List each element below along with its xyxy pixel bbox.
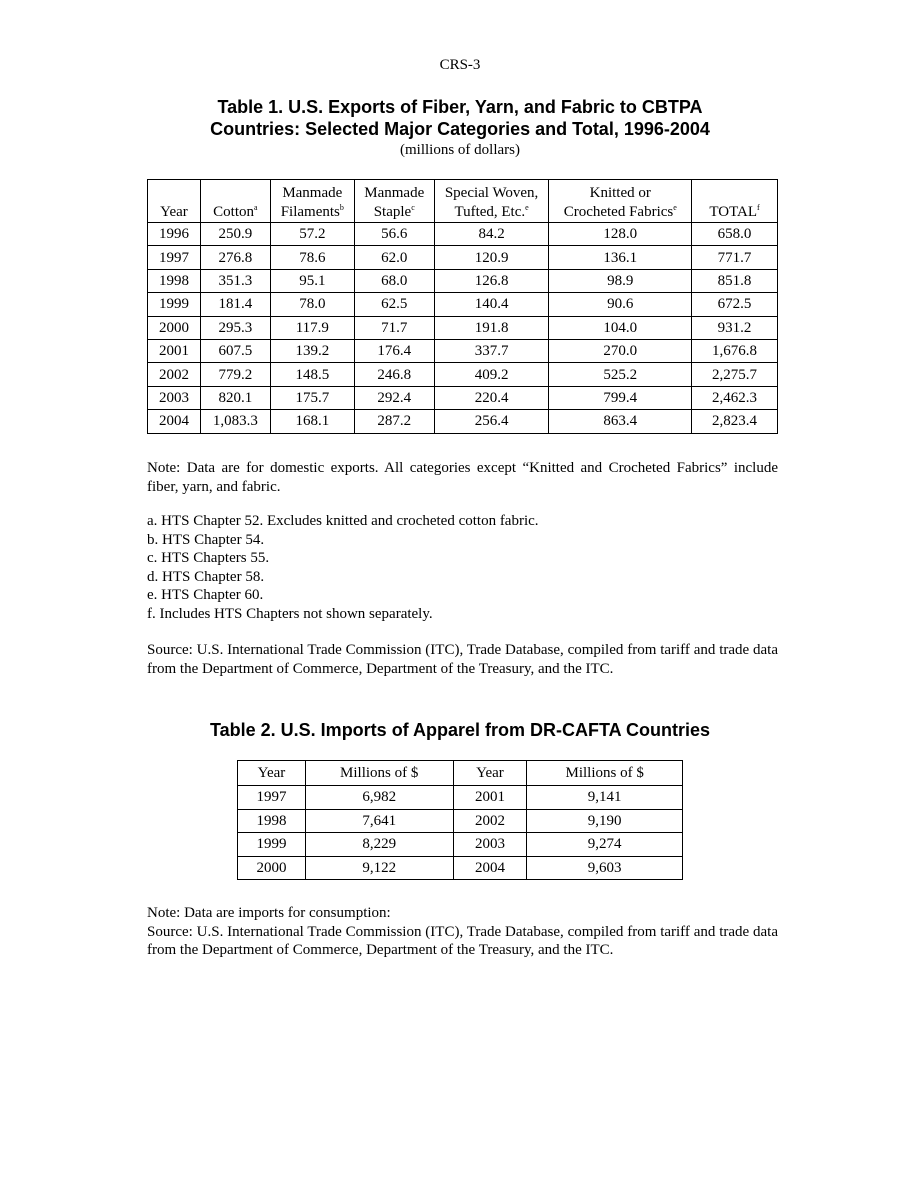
table1-row [148,386,778,409]
table-cell: 95.1 [270,269,354,292]
table-cell: 140.4 [434,293,549,316]
table2-header-millions: Millions of $ [305,761,453,786]
table2-header-year: Year [238,761,306,786]
table1-note-block [147,459,778,496]
table2 [237,760,683,880]
table-cell: 337.7 [434,339,549,362]
table-cell: 117.9 [270,316,354,339]
table-cell: 84.2 [434,223,549,246]
table-cell: 863.4 [549,410,692,433]
table-cell: 1999 [238,833,306,857]
table-cell: 139.2 [270,339,354,362]
table-cell: 148.5 [270,363,354,386]
table1-row [148,223,778,246]
footnote-d: d. HTS Chapter 58. [147,568,265,585]
table2-source: Source: U.S. International Trade Commission (ITC), Trade Database, compiled from tariff and trade data from the Department of Commerce, Department of the Treasury, and the ITC. [147,923,778,958]
table1-source-block [147,641,778,678]
table-cell: 292.4 [354,386,434,409]
table1-row [148,363,778,386]
table-cell: 57.2 [270,223,354,246]
table-cell: 90.6 [549,293,692,316]
table-cell: 2002 [148,363,201,386]
table1-source: Source: U.S. International Trade Commission (ITC), Trade Database, compiled from tariff and trade data from the Department of Commerce, Department of the Treasury, and the ITC. [147,642,778,677]
table1-header-year: Year [148,180,201,223]
table1-row [148,316,778,339]
table-cell: 1998 [238,809,306,833]
table2-row [238,833,683,857]
page-header: CRS-3 [439,57,481,73]
table-cell: 2002 [453,809,527,833]
table2-header-year-2: Year [453,761,527,786]
table-cell: 295.3 [200,316,270,339]
table-cell: 658.0 [692,223,778,246]
table-cell: 409.2 [434,363,549,386]
table-cell: 2003 [453,833,527,857]
table2-row [238,809,683,833]
table2-note: Note: Data are imports for consumption: [147,905,391,921]
table-cell: 136.1 [549,246,692,269]
table-cell: 6,982 [305,786,453,810]
table1-subtitle: (millions of dollars) [400,142,520,158]
table2-row [238,856,683,880]
table-cell: 607.5 [200,339,270,362]
table1-note: Note: Data are for domestic exports. All categories except “Knitted and Crocheted Fabrics” include fiber, yarn, and fabric. [147,460,778,495]
table1-header-special-woven: Special Woven, Tufted, Etc.$^e$ [434,180,549,223]
table-cell: 1,676.8 [692,339,778,362]
footnote-b: b. HTS Chapter 54. [147,531,265,548]
table-cell: 175.7 [270,386,354,409]
table1-header-knitted: Knitted or Crocheted Fabrics$^e$ [549,180,692,223]
table-cell: 1996 [148,223,201,246]
table-cell: 78.0 [270,293,354,316]
table2-header-millions-2: Millions of $ [527,761,683,786]
table-cell: 7,641 [305,809,453,833]
table-cell: 851.8 [692,269,778,292]
table-cell: 1998 [148,269,201,292]
table1-header-manmade-staple: Manmade Staple$^c$ [354,180,434,223]
table2-body [238,786,683,880]
table-cell: 1,083.3 [200,410,270,433]
table-cell: 9,141 [527,786,683,810]
table-cell: 128.0 [549,223,692,246]
table1-title-line2: Countries: Selected Major Categories and Total, 1996-2004 [210,119,710,139]
footnote-e: e. HTS Chapter 60. [147,587,264,603]
table-cell: 168.1 [270,410,354,433]
table-cell: 9,122 [305,856,453,880]
table-cell: 2,823.4 [692,410,778,433]
table2-notes [147,904,778,960]
table-cell: 9,274 [527,833,683,857]
table-cell: 181.4 [200,293,270,316]
table-cell: 2004 [453,856,527,880]
table-cell: 191.8 [434,316,549,339]
table-cell: 2000 [148,316,201,339]
table1-row [148,269,778,292]
table-cell: 256.4 [434,410,549,433]
table-cell: 2,275.7 [692,363,778,386]
footnote-f: f. Includes HTS Chapters not shown separately. [147,605,433,622]
table-cell: 270.0 [549,339,692,362]
table-cell: 1999 [148,293,201,316]
table2-row [238,786,683,810]
table-cell: 246.8 [354,363,434,386]
table-cell: 771.7 [692,246,778,269]
table-cell: 56.6 [354,223,434,246]
table-cell: 2001 [148,339,201,362]
table-cell: 62.0 [354,246,434,269]
table1-title-block [0,96,920,160]
table-cell: 1997 [238,786,306,810]
table1-header-total: TOTAL$^f$ [692,180,778,223]
table-cell: 2003 [148,386,201,409]
table-cell: 2001 [453,786,527,810]
table2-title-block [0,719,920,741]
footnote-c: c. HTS Chapters 55. [147,550,270,566]
table1-row [148,293,778,316]
table-cell: 220.4 [434,386,549,409]
table1-row [148,246,778,269]
table-cell: 2,462.3 [692,386,778,409]
table1-title-line1: Table 1. U.S. Exports of Fiber, Yarn, and Fabric to CBTPA [217,97,703,117]
table1-header-manmade-filaments: Manmade Filaments$^b$ [270,180,354,223]
table1-body [148,223,778,434]
table1-row [148,339,778,362]
table1 [147,179,778,434]
table-cell: 2004 [148,410,201,433]
table-cell: 2000 [238,856,306,880]
table2-title: Table 2. U.S. Imports of Apparel from DR-CAFTA Countries [209,720,711,740]
table-cell: 525.2 [549,363,692,386]
table1-row [148,410,778,433]
table-cell: 672.5 [692,293,778,316]
table-cell: 104.0 [549,316,692,339]
footnote-a: a. HTS Chapter 52. Excludes knitted and crocheted cotton fabric. [147,513,539,529]
table-cell: 287.2 [354,410,434,433]
table-cell: 98.9 [549,269,692,292]
table-cell: 78.6 [270,246,354,269]
table-cell: 250.9 [200,223,270,246]
table-cell: 71.7 [354,316,434,339]
table-cell: 1997 [148,246,201,269]
table-cell: 9,603 [527,856,683,880]
table-cell: 276.8 [200,246,270,269]
table-cell: 120.9 [434,246,549,269]
table-cell: 126.8 [434,269,549,292]
table1-footnotes [147,512,778,623]
table-cell: 820.1 [200,386,270,409]
table2-header-row [238,761,683,786]
table1-header-row [148,180,778,223]
table-cell: 62.5 [354,293,434,316]
table-cell: 8,229 [305,833,453,857]
table-cell: 176.4 [354,339,434,362]
table-cell: 799.4 [549,386,692,409]
table-cell: 779.2 [200,363,270,386]
table-cell: 9,190 [527,809,683,833]
table-cell: 931.2 [692,316,778,339]
table1-header-cotton: Cotton$^a$ [200,180,270,223]
table-cell: 351.3 [200,269,270,292]
table-cell: 68.0 [354,269,434,292]
